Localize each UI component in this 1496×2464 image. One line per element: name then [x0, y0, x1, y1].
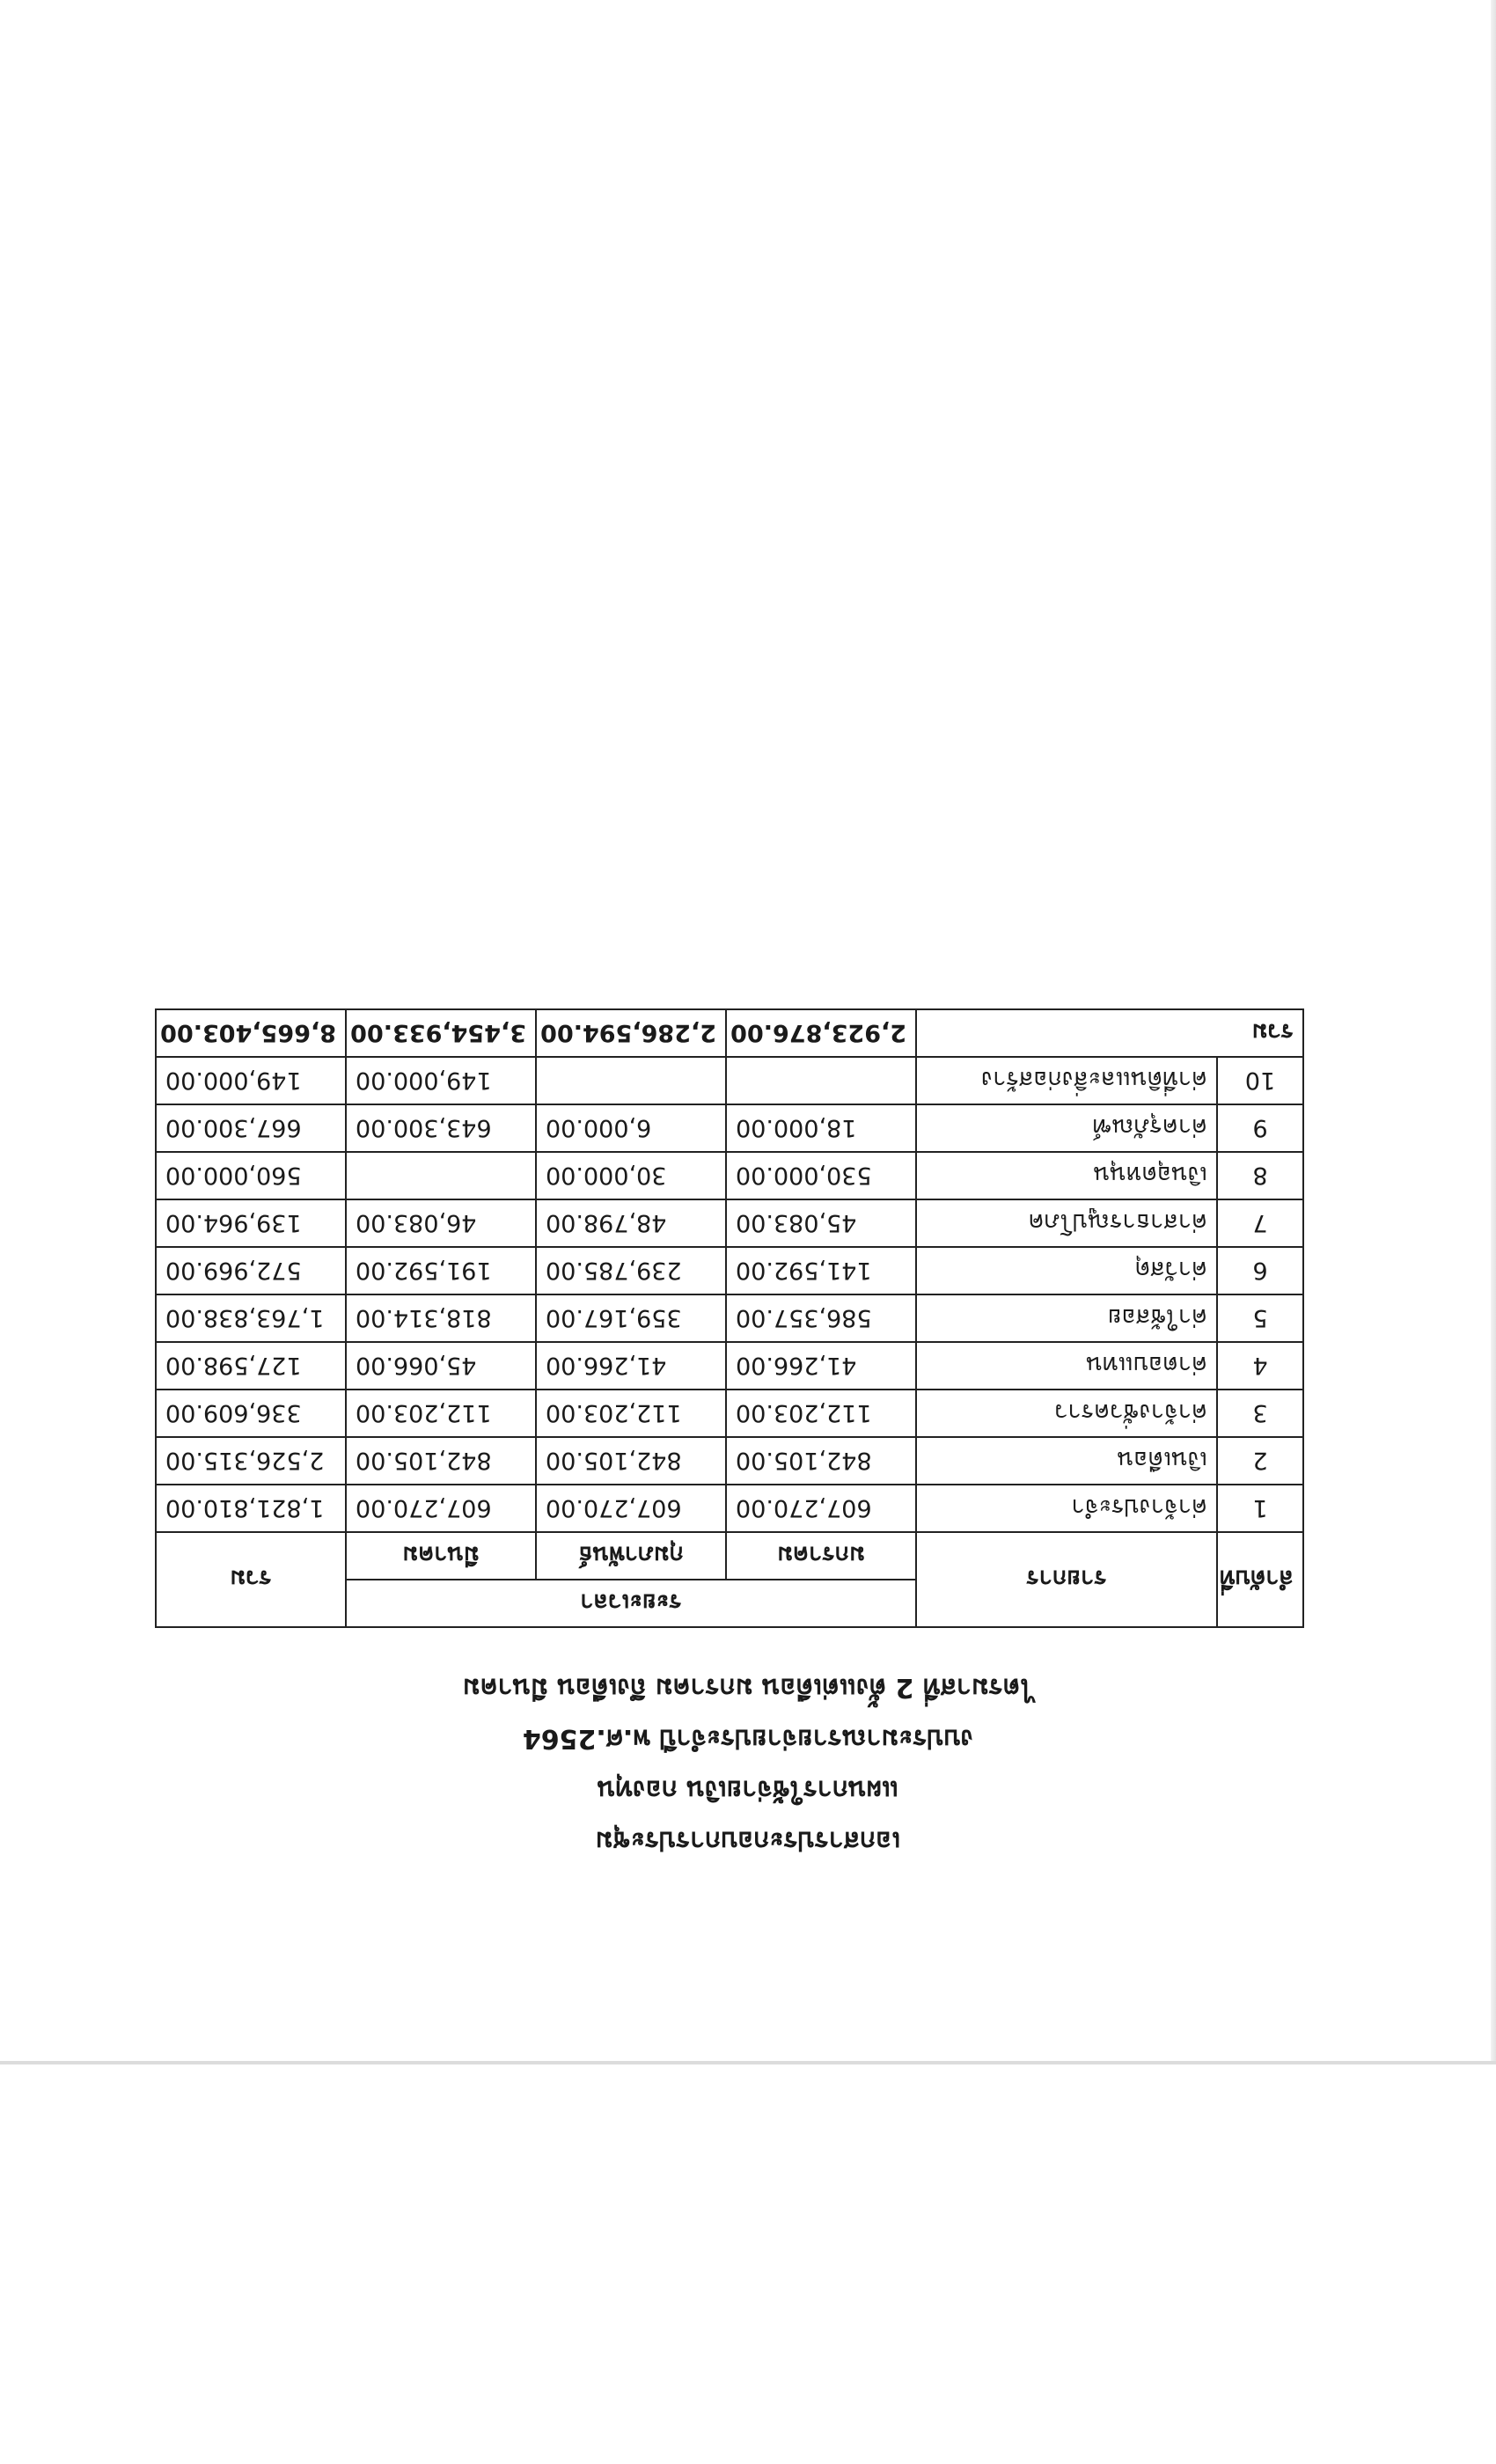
row-no: 2 [1217, 1437, 1303, 1485]
table-row [156, 1199, 1303, 1247]
row-jan [726, 1057, 916, 1104]
table-header-row [156, 1580, 1303, 1627]
total-jan: 2,923,876.00 [726, 1009, 916, 1057]
header-total: รวม [156, 1532, 346, 1627]
row-no: 4 [1217, 1342, 1303, 1390]
total-grand: 8,665,403.00 [156, 1009, 346, 1057]
table-row [156, 1247, 1303, 1294]
row-feb: 239,785.00 [536, 1247, 726, 1294]
row-mar: 191,592.00 [346, 1247, 536, 1294]
row-no: 1 [1217, 1485, 1303, 1532]
row-feb: 359,167.00 [536, 1294, 726, 1342]
row-mar: 149,000.00 [346, 1057, 536, 1104]
row-total: 336,609.00 [156, 1390, 346, 1437]
row-feb: 30,000.00 [536, 1152, 726, 1199]
row-item: ค่าจ้างประจำ [916, 1485, 1217, 1532]
row-feb [536, 1057, 726, 1104]
table-row [156, 1390, 1303, 1437]
row-feb: 48,798.00 [536, 1199, 726, 1247]
row-item: ค่าสาธารณูปโภค [916, 1199, 1217, 1247]
table-row [156, 1104, 1303, 1152]
row-feb: 41,266.00 [536, 1342, 726, 1390]
header-no: ลำดับที่ [1217, 1532, 1303, 1627]
row-no: 6 [1217, 1247, 1303, 1294]
row-no: 10 [1217, 1057, 1303, 1104]
row-feb: 607,270.00 [536, 1485, 726, 1532]
row-jan: 18,000.00 [726, 1104, 916, 1152]
header-month-mar: มีนาคม [346, 1532, 536, 1580]
document-subtitle-budget-year: งบประมาณรายจ่ายประจำปี พ.ศ.2564 [522, 1723, 974, 1754]
table-row [156, 1485, 1303, 1532]
row-no: 7 [1217, 1199, 1303, 1247]
row-jan: 45,083.00 [726, 1199, 916, 1247]
document-subtitle-plan: แผนการใช้จ่ายเงิน กองทุน [597, 1774, 899, 1805]
row-feb: 842,105.00 [536, 1437, 726, 1485]
row-item: ค่าตอบแทน [916, 1342, 1217, 1390]
row-no: 5 [1217, 1294, 1303, 1342]
header-item: รายการ [916, 1532, 1217, 1627]
spending-plan-table [155, 1008, 1304, 1628]
table-row [156, 1057, 1303, 1104]
row-item: ค่าที่ดินและสิ่งก่อสร้าง [916, 1057, 1217, 1104]
table-row [156, 1342, 1303, 1390]
row-item: ค่าครุภัณฑ์ [916, 1104, 1217, 1152]
row-jan: 141,592.00 [726, 1247, 916, 1294]
row-total: 667,300.00 [156, 1104, 346, 1152]
document-title: เอกสารประกอบการประชุม [595, 1825, 901, 1856]
header-period: ระยะเวลา [346, 1580, 916, 1627]
row-feb: 6,000.00 [536, 1104, 726, 1152]
document-title-block [176, 1661, 1320, 1866]
row-jan: 586,357.00 [726, 1294, 916, 1342]
row-item: เงินอุดหนุน [916, 1152, 1217, 1199]
row-jan: 607,270.00 [726, 1485, 916, 1532]
header-month-feb: กุมภาพันธ์ [536, 1532, 726, 1580]
row-total: 1,821,810.00 [156, 1485, 346, 1532]
row-item: ค่าวัสดุ [916, 1247, 1217, 1294]
table-total-row [156, 1009, 1303, 1057]
row-total: 1,763,838.00 [156, 1294, 346, 1342]
row-jan: 112,203.00 [726, 1390, 916, 1437]
table-row [156, 1294, 1303, 1342]
row-mar [346, 1152, 536, 1199]
row-item: ค่าใช้สอย [916, 1294, 1217, 1342]
row-jan: 530,000.00 [726, 1152, 916, 1199]
row-mar: 45,066.00 [346, 1342, 536, 1390]
total-label: รวม [916, 1009, 1303, 1057]
row-mar: 643,300.00 [346, 1104, 536, 1152]
row-no: 9 [1217, 1104, 1303, 1152]
row-total: 572,969.00 [156, 1247, 346, 1294]
row-mar: 818,314.00 [346, 1294, 536, 1342]
row-mar: 46,083.00 [346, 1199, 536, 1247]
header-month-jan: มกราคม [726, 1532, 916, 1580]
row-total: 2,526,315.00 [156, 1437, 346, 1485]
row-mar: 842,105.00 [346, 1437, 536, 1485]
row-total: 139,964.00 [156, 1199, 346, 1247]
row-jan: 842,105.00 [726, 1437, 916, 1485]
total-mar: 3,454,933.00 [346, 1009, 536, 1057]
row-item: ค่าจ้างชั่วคราว [916, 1390, 1217, 1437]
row-item: เงินเดือน [916, 1437, 1217, 1485]
total-feb: 2,286,594.00 [536, 1009, 726, 1057]
row-total: 127,598.00 [156, 1342, 346, 1390]
row-total: 560,000.00 [156, 1152, 346, 1199]
row-total: 149,000.00 [156, 1057, 346, 1104]
row-no: 3 [1217, 1390, 1303, 1437]
row-jan: 41,266.00 [726, 1342, 916, 1390]
row-mar: 607,270.00 [346, 1485, 536, 1532]
row-mar: 112,203.00 [346, 1390, 536, 1437]
table-row [156, 1437, 1303, 1485]
row-feb: 112,203.00 [536, 1390, 726, 1437]
document-subtitle-quarter: ไตรมาสที่ 2 ตั้งแต่เดือน มกราคม ถึงเดือน มีนาคม [462, 1672, 1034, 1703]
table-row [156, 1152, 1303, 1199]
row-no: 8 [1217, 1152, 1303, 1199]
